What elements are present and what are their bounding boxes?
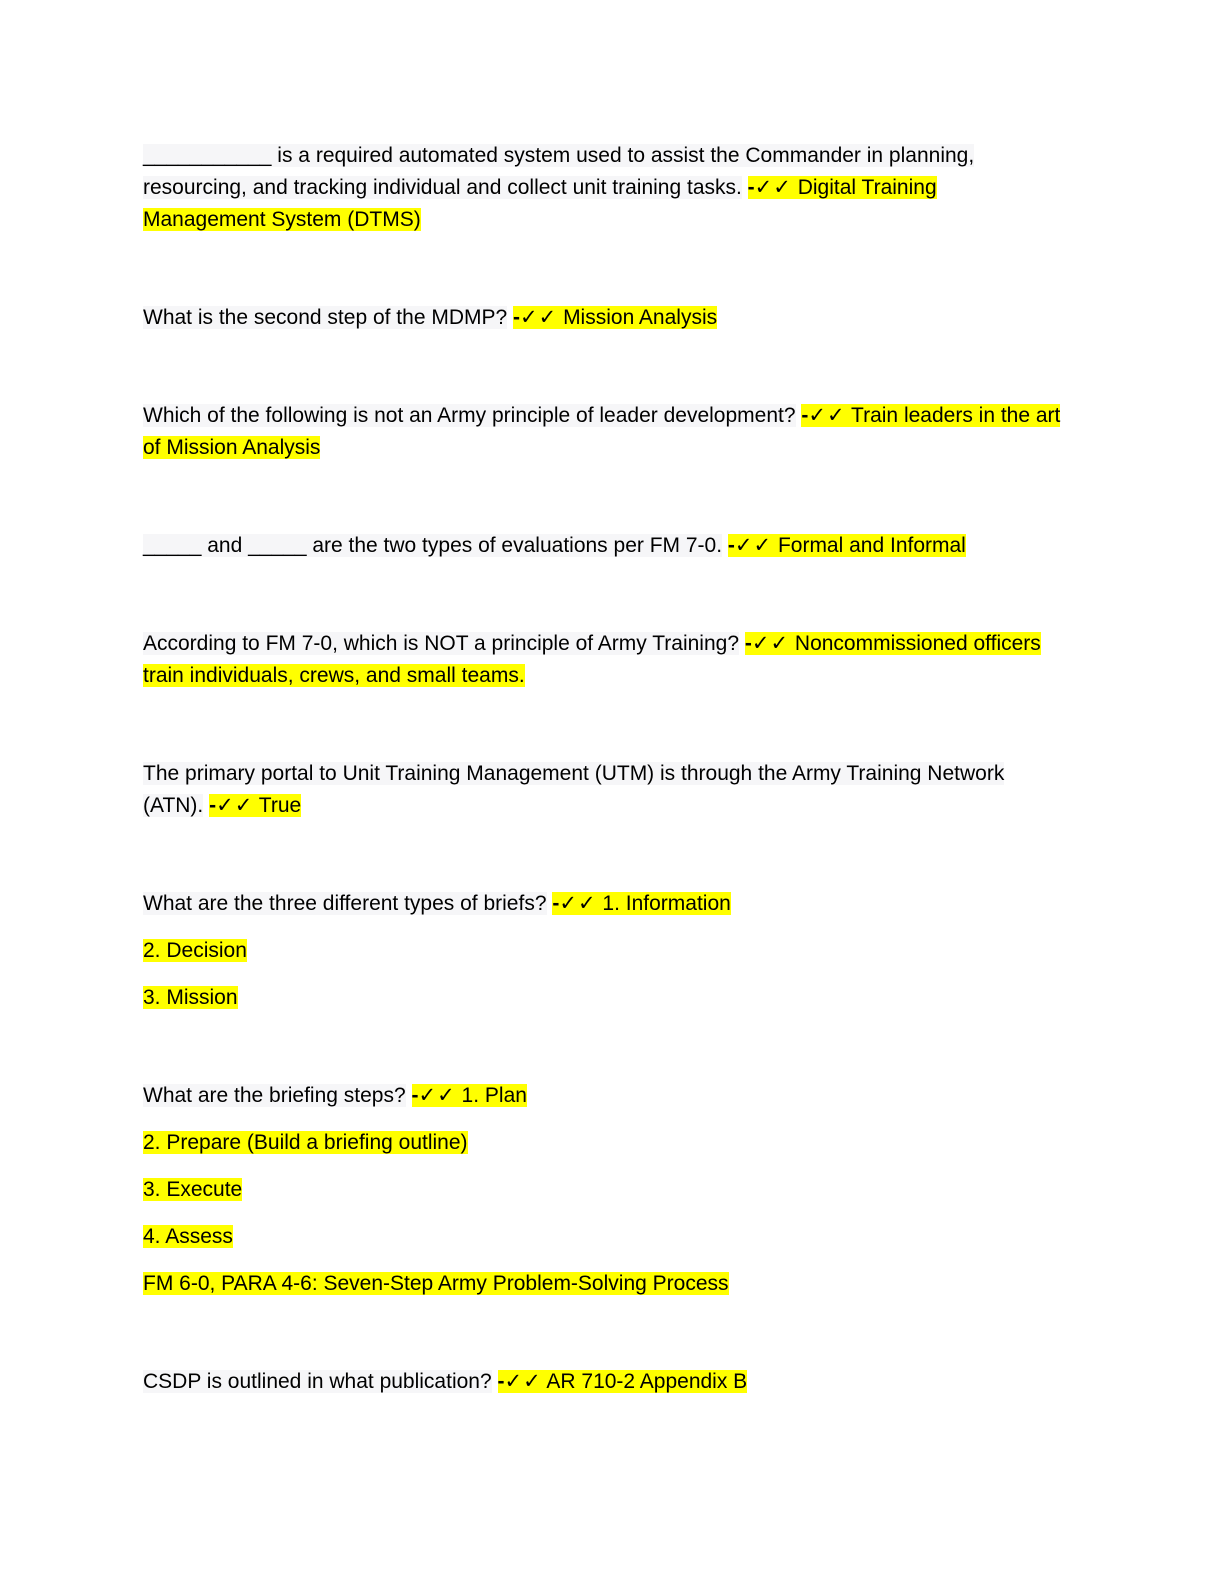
question-text: The primary portal to Unit Training Management (UTM) is through the Army Training Network (ATN). [143, 762, 1005, 817]
question-text: What are the briefing steps? [143, 1084, 406, 1107]
paragraph-gap [143, 1300, 1063, 1366]
answer-continuation [143, 982, 1063, 1014]
double-check-icon: ✓✓ [418, 1084, 456, 1107]
qa-item [143, 302, 1063, 334]
line-gap [143, 1159, 1063, 1174]
line-gap [143, 1253, 1063, 1268]
answer-dash: - [747, 176, 755, 199]
answer-highlight [498, 1370, 748, 1393]
paragraph-gap [143, 562, 1063, 628]
answer-continuation-text: 4. Assess [143, 1225, 233, 1248]
paragraph-gap [143, 1014, 1063, 1080]
answer-continuation [143, 935, 1063, 967]
line-gap [143, 967, 1063, 982]
answer-text: 1. Information [602, 892, 731, 915]
answer-continuation [143, 1174, 1063, 1206]
double-check-icon: ✓✓ [520, 306, 558, 329]
answer-dash: - [411, 1084, 419, 1107]
answer-dash: - [727, 534, 735, 557]
answer-text: Noncommissioned officers train individuals, crews, and small teams. [143, 632, 1041, 687]
answer-continuation [143, 1221, 1063, 1253]
answer-continuation-text: 3. Mission [143, 986, 238, 1009]
answer-text: 1. Plan [461, 1084, 527, 1107]
answer-text: Train leaders in the art of Mission Analysis [143, 404, 1061, 459]
paragraph-gap [143, 822, 1063, 888]
double-check-icon: ✓✓ [216, 794, 254, 817]
qa-item [143, 888, 1063, 920]
qa-item [143, 628, 1063, 692]
answer-continuation-text: 2. Prepare (Build a briefing outline) [143, 1131, 468, 1154]
answer-dash: - [513, 306, 521, 329]
double-check-icon: ✓✓ [754, 176, 792, 199]
double-check-icon: ✓✓ [504, 1370, 542, 1393]
qa-item [143, 530, 1063, 562]
paragraph-gap [143, 334, 1063, 400]
answer-dash: - [497, 1370, 505, 1393]
answer-highlight [728, 534, 966, 557]
line-gap [143, 1206, 1063, 1221]
question-text: _____ and _____ are the two types of evaluations per FM 7-0. [143, 534, 723, 557]
qa-item [143, 140, 1063, 236]
answer-continuation [143, 1127, 1063, 1159]
line-gap [143, 920, 1063, 935]
line-gap [143, 1112, 1063, 1127]
answer-dash: - [209, 794, 217, 817]
double-check-icon: ✓✓ [559, 892, 597, 915]
answer-highlight [513, 306, 717, 329]
answer-dash: - [744, 632, 752, 655]
answer-text: Formal and Informal [777, 534, 966, 557]
double-check-icon: ✓✓ [751, 632, 790, 655]
answer-continuation [143, 1268, 1063, 1300]
question-text: CSDP is outlined in what publication? [143, 1370, 492, 1393]
paragraph-gap [143, 464, 1063, 530]
answer-highlight [209, 794, 301, 817]
answer-highlight [412, 1084, 527, 1107]
question-text: What are the three different types of briefs? [143, 892, 547, 915]
answer-continuation-text: FM 6-0, PARA 4-6: Seven-Step Army Problem-Solving Process [143, 1272, 729, 1295]
double-check-icon: ✓✓ [734, 534, 773, 557]
document-page [143, 140, 1063, 1398]
answer-continuation-text: 3. Execute [143, 1178, 243, 1201]
qa-item [143, 758, 1063, 822]
answer-text: True [258, 794, 302, 817]
qa-item [143, 1366, 1063, 1398]
answer-dash: - [552, 892, 560, 915]
question-text: Which of the following is not an Army principle of leader development? [143, 404, 796, 427]
answer-text: AR 710-2 Appendix B [546, 1370, 748, 1393]
answer-continuation-text: 2. Decision [143, 939, 247, 962]
question-text: According to FM 7-0, which is NOT a principle of Army Training? [143, 632, 740, 655]
answer-text: Mission Analysis [563, 306, 718, 329]
answer-highlight [552, 892, 730, 915]
qa-item [143, 400, 1063, 464]
qa-item [143, 1080, 1063, 1112]
answer-text: Digital Training Management System (DTMS) [143, 176, 937, 231]
answer-dash: - [801, 404, 809, 427]
paragraph-gap [143, 692, 1063, 758]
double-check-icon: ✓✓ [808, 404, 846, 427]
question-text: ___________ is a required automated system used to assist the Commander in planning, resourcing, and tracking individual and collect unit training tasks. [143, 144, 975, 199]
paragraph-gap [143, 236, 1063, 302]
question-text: What is the second step of the MDMP? [143, 306, 508, 329]
